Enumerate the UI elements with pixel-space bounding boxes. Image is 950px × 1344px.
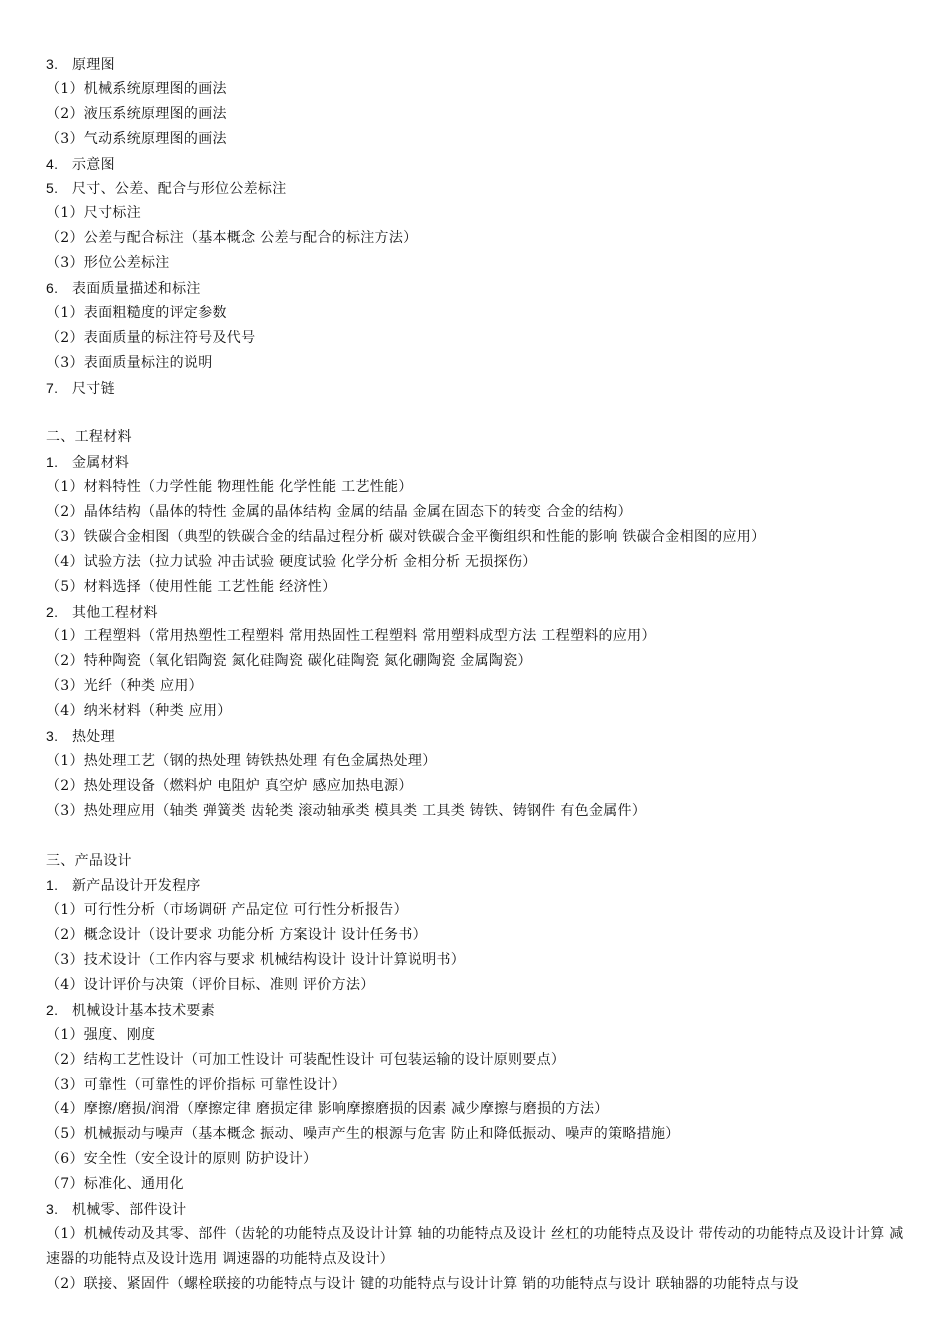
section-number: 1.	[46, 454, 59, 471]
outline-item	[46, 1272, 906, 1297]
section-number: 2.	[46, 1001, 59, 1018]
line-text: （1）机械传动及其零、部件（齿轮的功能特点及设计计算 轴的功能特点及设计 丝杠的功能特点及设计 带传动的功能特点及设计计算 减速器的功能特点及设计选用 调速器的功能特点及设计）	[46, 1225, 904, 1267]
line-text: （3）热处理应用（轴类 弹簧类 齿轮类 滚动轴承类 模具类 工具类 铸铁、铸钢件 有色金属件）	[46, 802, 647, 819]
outline-item	[46, 898, 906, 923]
line-text: 新产品设计开发程序	[72, 878, 201, 895]
outline-item	[46, 1172, 906, 1197]
line-text: 尺寸、公差、配合与形位公差标注	[72, 181, 287, 198]
line-text: 三、产品设计	[46, 852, 132, 869]
outline-item	[46, 649, 906, 674]
outline-item	[46, 973, 906, 998]
line-text: （1）可行性分析（市场调研 产品定位 可行性分析报告）	[46, 902, 408, 919]
line-text: 金属材料	[72, 455, 130, 472]
outline-item	[46, 77, 906, 102]
outline-item	[46, 774, 906, 799]
line-text: （7）标准化、通用化	[46, 1176, 184, 1193]
outline-item	[46, 1097, 906, 1122]
line-text: 尺寸链	[72, 380, 115, 397]
line-text: （1）强度、刚度	[46, 1026, 156, 1043]
section-heading	[46, 600, 906, 625]
line-text: （3）铁碳合金相图（典型的铁碳合金的结晶过程分析 碳对铁碳合金平衡组织和性能的影响 铁碳合金相图的应用）	[46, 528, 766, 545]
section-heading	[46, 873, 906, 898]
outline-item	[46, 1073, 906, 1098]
outline-item	[46, 1048, 906, 1073]
line-text: （1）工程塑料（常用热塑性工程塑料 常用热固性工程塑料 常用塑料成型方法 工程塑料的应用）	[46, 628, 656, 645]
outline-item	[46, 1222, 906, 1272]
line-text: （2）概念设计（设计要求 功能分析 方案设计 设计任务书）	[46, 927, 427, 944]
outline-content	[46, 52, 906, 1297]
section-heading	[46, 152, 906, 177]
line-text: （1）机械系统原理图的画法	[46, 80, 227, 97]
outline-item	[46, 550, 906, 575]
section-heading	[46, 998, 906, 1023]
line-text: 机械设计基本技术要素	[72, 1002, 215, 1019]
line-text: （1）热处理工艺（钢的热处理 铸铁热处理 有色金属热处理）	[46, 752, 437, 769]
line-text: （3）光纤（种类 应用）	[46, 678, 203, 695]
outline-item	[46, 1122, 906, 1147]
section-heading	[46, 176, 906, 201]
line-text: （2）特种陶瓷（氧化铝陶瓷 氮化硅陶瓷 碳化硅陶瓷 氮化硼陶瓷 金属陶瓷）	[46, 653, 532, 670]
line-text: （4）纳米材料（种类 应用）	[46, 703, 232, 720]
outline-item	[46, 923, 906, 948]
outline-item	[46, 351, 906, 376]
line-text: （4）设计评价与决策（评价目标、准则 评价方法）	[46, 976, 375, 993]
section-number: 3.	[46, 56, 59, 72]
line-text: 表面质量描述和标注	[72, 281, 201, 298]
line-text: （1）表面粗糙度的评定参数	[46, 304, 227, 321]
line-text: 示意图	[72, 156, 115, 173]
outline-item	[46, 301, 906, 326]
line-text: （5）材料选择（使用性能 工艺性能 经济性）	[46, 578, 337, 595]
line-text: （3）技术设计（工作内容与要求 机械结构设计 设计计算说明书）	[46, 952, 466, 969]
outline-item	[46, 799, 906, 824]
line-text: （6）安全性（安全设计的原则 防护设计）	[46, 1151, 318, 1168]
outline-item	[46, 749, 906, 774]
section-number: 4.	[46, 155, 59, 172]
line-text: （4）摩擦/磨损/润滑（摩擦定律 磨损定律 影响摩擦磨损的因素 减少摩擦与磨损的方法）	[46, 1101, 609, 1118]
outline-item	[46, 425, 906, 450]
section-heading	[46, 1197, 906, 1222]
outline-item	[46, 1147, 906, 1172]
section-number: 1.	[46, 877, 59, 894]
outline-item	[46, 475, 906, 500]
section-heading	[46, 276, 906, 301]
line-text: （2）热处理设备（燃料炉 电阻炉 真空炉 感应加热电源）	[46, 777, 413, 794]
line-text: （1）材料特性（力学性能 物理性能 化学性能 工艺性能）	[46, 479, 413, 496]
line-text: （2）联接、紧固件（螺栓联接的功能特点与设计 键的功能特点与设计计算 销的功能特点与设计 联轴器的功能特点与设	[46, 1275, 799, 1292]
section-number: 5.	[46, 180, 59, 197]
line-text: （2）结构工艺性设计（可加工性设计 可装配性设计 可包装运输的设计原则要点）	[46, 1051, 566, 1068]
outline-item	[46, 326, 906, 351]
line-text: 热处理	[72, 729, 115, 746]
section-number: 3.	[46, 728, 59, 745]
line-text: （3）形位公差标注	[46, 255, 170, 272]
outline-item	[46, 226, 906, 251]
line-text: （3）气动系统原理图的画法	[46, 130, 227, 147]
line-text: （5）机械振动与噪声（基本概念 振动、噪声产生的根源与危害 防止和降低振动、噪声的策略措施）	[46, 1126, 680, 1143]
outline-item	[46, 500, 906, 525]
outline-item	[46, 624, 906, 649]
section-number: 3.	[46, 1200, 59, 1217]
line-text: （2）公差与配合标注（基本概念 公差与配合的标注方法）	[46, 230, 418, 247]
line-text: （3）表面质量标注的说明	[46, 354, 213, 371]
blank-line	[46, 400, 906, 425]
line-text: 原理图	[72, 57, 115, 73]
section-number: 6.	[46, 280, 59, 297]
line-text: 其他工程材料	[72, 604, 158, 621]
line-text: （3）可靠性（可靠性的评价指标 可靠性设计）	[46, 1076, 346, 1093]
line-text: （2）晶体结构（晶体的特性 金属的晶体结构 金属的结晶 金属在固态下的转变 合金的结构）	[46, 504, 632, 521]
section-heading	[46, 376, 906, 401]
line-text: （1）尺寸标注	[46, 205, 142, 222]
outline-item	[46, 849, 906, 874]
section-number: 2.	[46, 603, 59, 620]
line-text: 二、工程材料	[46, 429, 132, 446]
line-text: 机械零、部件设计	[72, 1201, 187, 1218]
outline-item	[46, 699, 906, 724]
section-heading	[46, 724, 906, 749]
outline-item	[46, 674, 906, 699]
outline-item	[46, 948, 906, 973]
outline-item	[46, 127, 906, 152]
outline-item	[46, 575, 906, 600]
section-number: 7.	[46, 379, 59, 396]
outline-item	[46, 201, 906, 226]
line-text: （2）表面质量的标注符号及代号	[46, 329, 256, 346]
line-text: （4）试验方法（拉力试验 冲击试验 硬度试验 化学分析 金相分析 无损探伤）	[46, 553, 537, 570]
line-text: （2）液压系统原理图的画法	[46, 105, 227, 122]
section-heading	[46, 450, 906, 475]
outline-item	[46, 102, 906, 127]
outline-item	[46, 1023, 906, 1048]
section-heading	[46, 52, 906, 77]
outline-item	[46, 251, 906, 276]
blank-line	[46, 824, 906, 849]
outline-item	[46, 525, 906, 550]
